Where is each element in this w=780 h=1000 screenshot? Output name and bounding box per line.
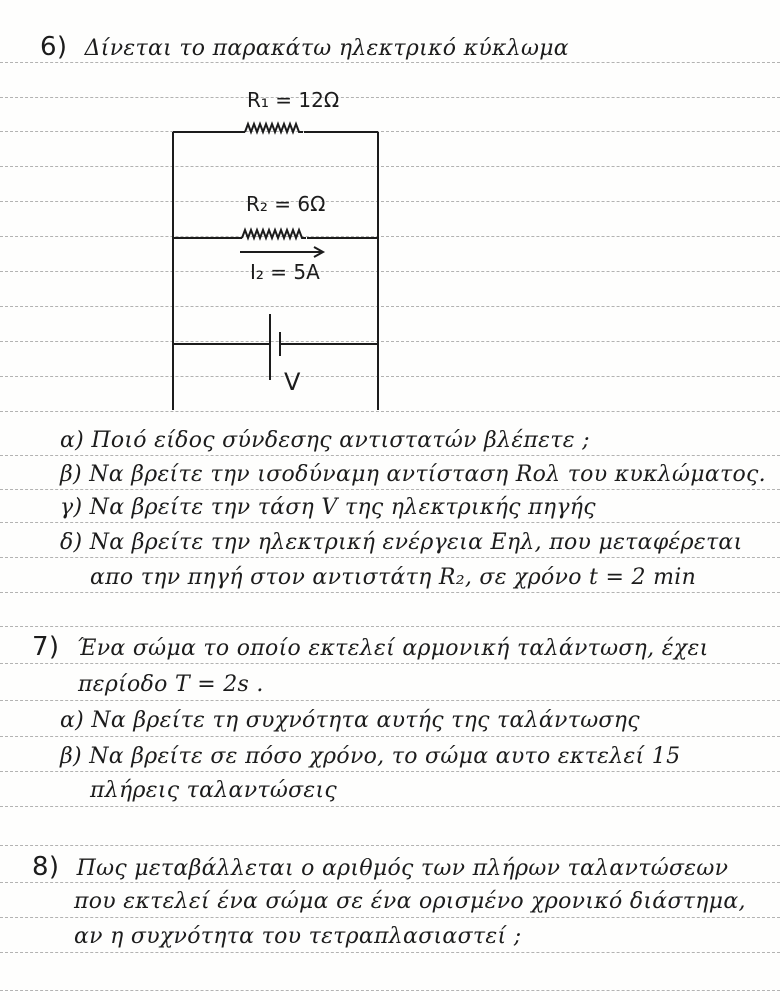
rule-line — [0, 882, 780, 883]
rule-line — [0, 663, 780, 664]
question-6-part-c — [60, 495, 596, 520]
part-label: β) — [60, 744, 82, 769]
circuit-wires — [150, 80, 410, 410]
rule-line — [0, 489, 780, 490]
rule-line — [0, 736, 780, 737]
rule-line — [0, 62, 780, 63]
rule-line — [0, 806, 780, 807]
part-text: Να βρείτε την ηλεκτρική ενέργεια Eηλ, που μεταφέρεται — [89, 530, 743, 555]
question-7-heading — [32, 632, 709, 662]
part-text: Ποιό είδος σύνδεσης αντιστατών βλέπετε ; — [91, 428, 590, 453]
part-text: Να βρείτε τη συχνότητα αυτής της ταλάντωσης — [91, 708, 640, 733]
part-label: β) — [60, 462, 82, 487]
part-label: δ) — [60, 530, 83, 555]
question-6-part-d-continued — [90, 565, 696, 590]
question-8-line-2 — [74, 889, 746, 914]
question-8-heading — [32, 852, 728, 882]
question-6-heading — [40, 32, 569, 62]
question-prompt: Δίνεται το παρακάτω ηλεκτρικό κύκλωμα — [84, 36, 569, 61]
question-number: 7) — [32, 632, 60, 662]
question-prompt: Ένα σώμα το οποίο εκτελεί αρμονική ταλάντωση, έχει — [76, 636, 709, 661]
part-text: Να βρείτε την ισοδύναμη αντίσταση Rολ του κυκλώματος. — [89, 462, 766, 487]
part-text: Να βρείτε την τάση V της ηλεκτρικής πηγής — [89, 495, 596, 520]
rule-line — [0, 917, 780, 918]
question-6-part-a — [60, 428, 590, 453]
rule-line — [0, 592, 780, 593]
question-7-part-a — [60, 708, 640, 733]
part-text: απο την πηγή στον αντιστάτη R₂, σε χρόνο t = 2 min — [90, 565, 697, 590]
question-number: 8) — [32, 852, 60, 882]
question-7-prompt-continued — [78, 672, 264, 697]
part-label: α) — [60, 708, 85, 733]
rule-line — [0, 557, 780, 558]
question-prompt: που εκτελεί ένα σώμα σε ένα ορισμένο χρονικό διάστημα, — [74, 889, 746, 914]
question-7-part-b-continued — [90, 778, 337, 803]
question-number: 6) — [40, 32, 68, 62]
rule-line — [0, 845, 780, 846]
rule-line — [0, 771, 780, 772]
rule-line — [0, 455, 780, 456]
rule-line — [0, 990, 780, 991]
question-prompt: αν η συχνότητα του τετραπλασιαστεί ; — [74, 924, 522, 949]
i2-label: I₂ = 5A — [250, 260, 320, 284]
question-prompt: Πως μεταβάλλεται ο αριθμός των πλήρων ταλαντώσεων — [76, 856, 729, 881]
rule-line — [0, 411, 780, 412]
rule-line — [0, 700, 780, 701]
circuit-diagram — [150, 80, 410, 410]
question-7-part-b — [60, 744, 680, 769]
rule-line — [0, 952, 780, 953]
part-label: γ) — [60, 495, 83, 520]
part-text: Να βρείτε σε πόσο χρόνο, το σώμα αυτο εκτελεί 15 — [89, 744, 681, 769]
rule-line — [0, 626, 780, 627]
r1-label: R₁ = 12Ω — [247, 88, 340, 112]
part-label: α) — [60, 428, 85, 453]
question-6-part-d — [60, 530, 743, 555]
r2-label: R₂ = 6Ω — [246, 192, 326, 216]
question-6-part-b — [60, 462, 766, 487]
rule-line — [0, 522, 780, 523]
question-prompt: περίοδο T = 2s . — [78, 672, 264, 697]
question-8-line-3 — [74, 924, 521, 949]
voltage-source-label: V — [284, 368, 301, 396]
part-text: πλήρεις ταλαντώσεις — [90, 778, 338, 803]
